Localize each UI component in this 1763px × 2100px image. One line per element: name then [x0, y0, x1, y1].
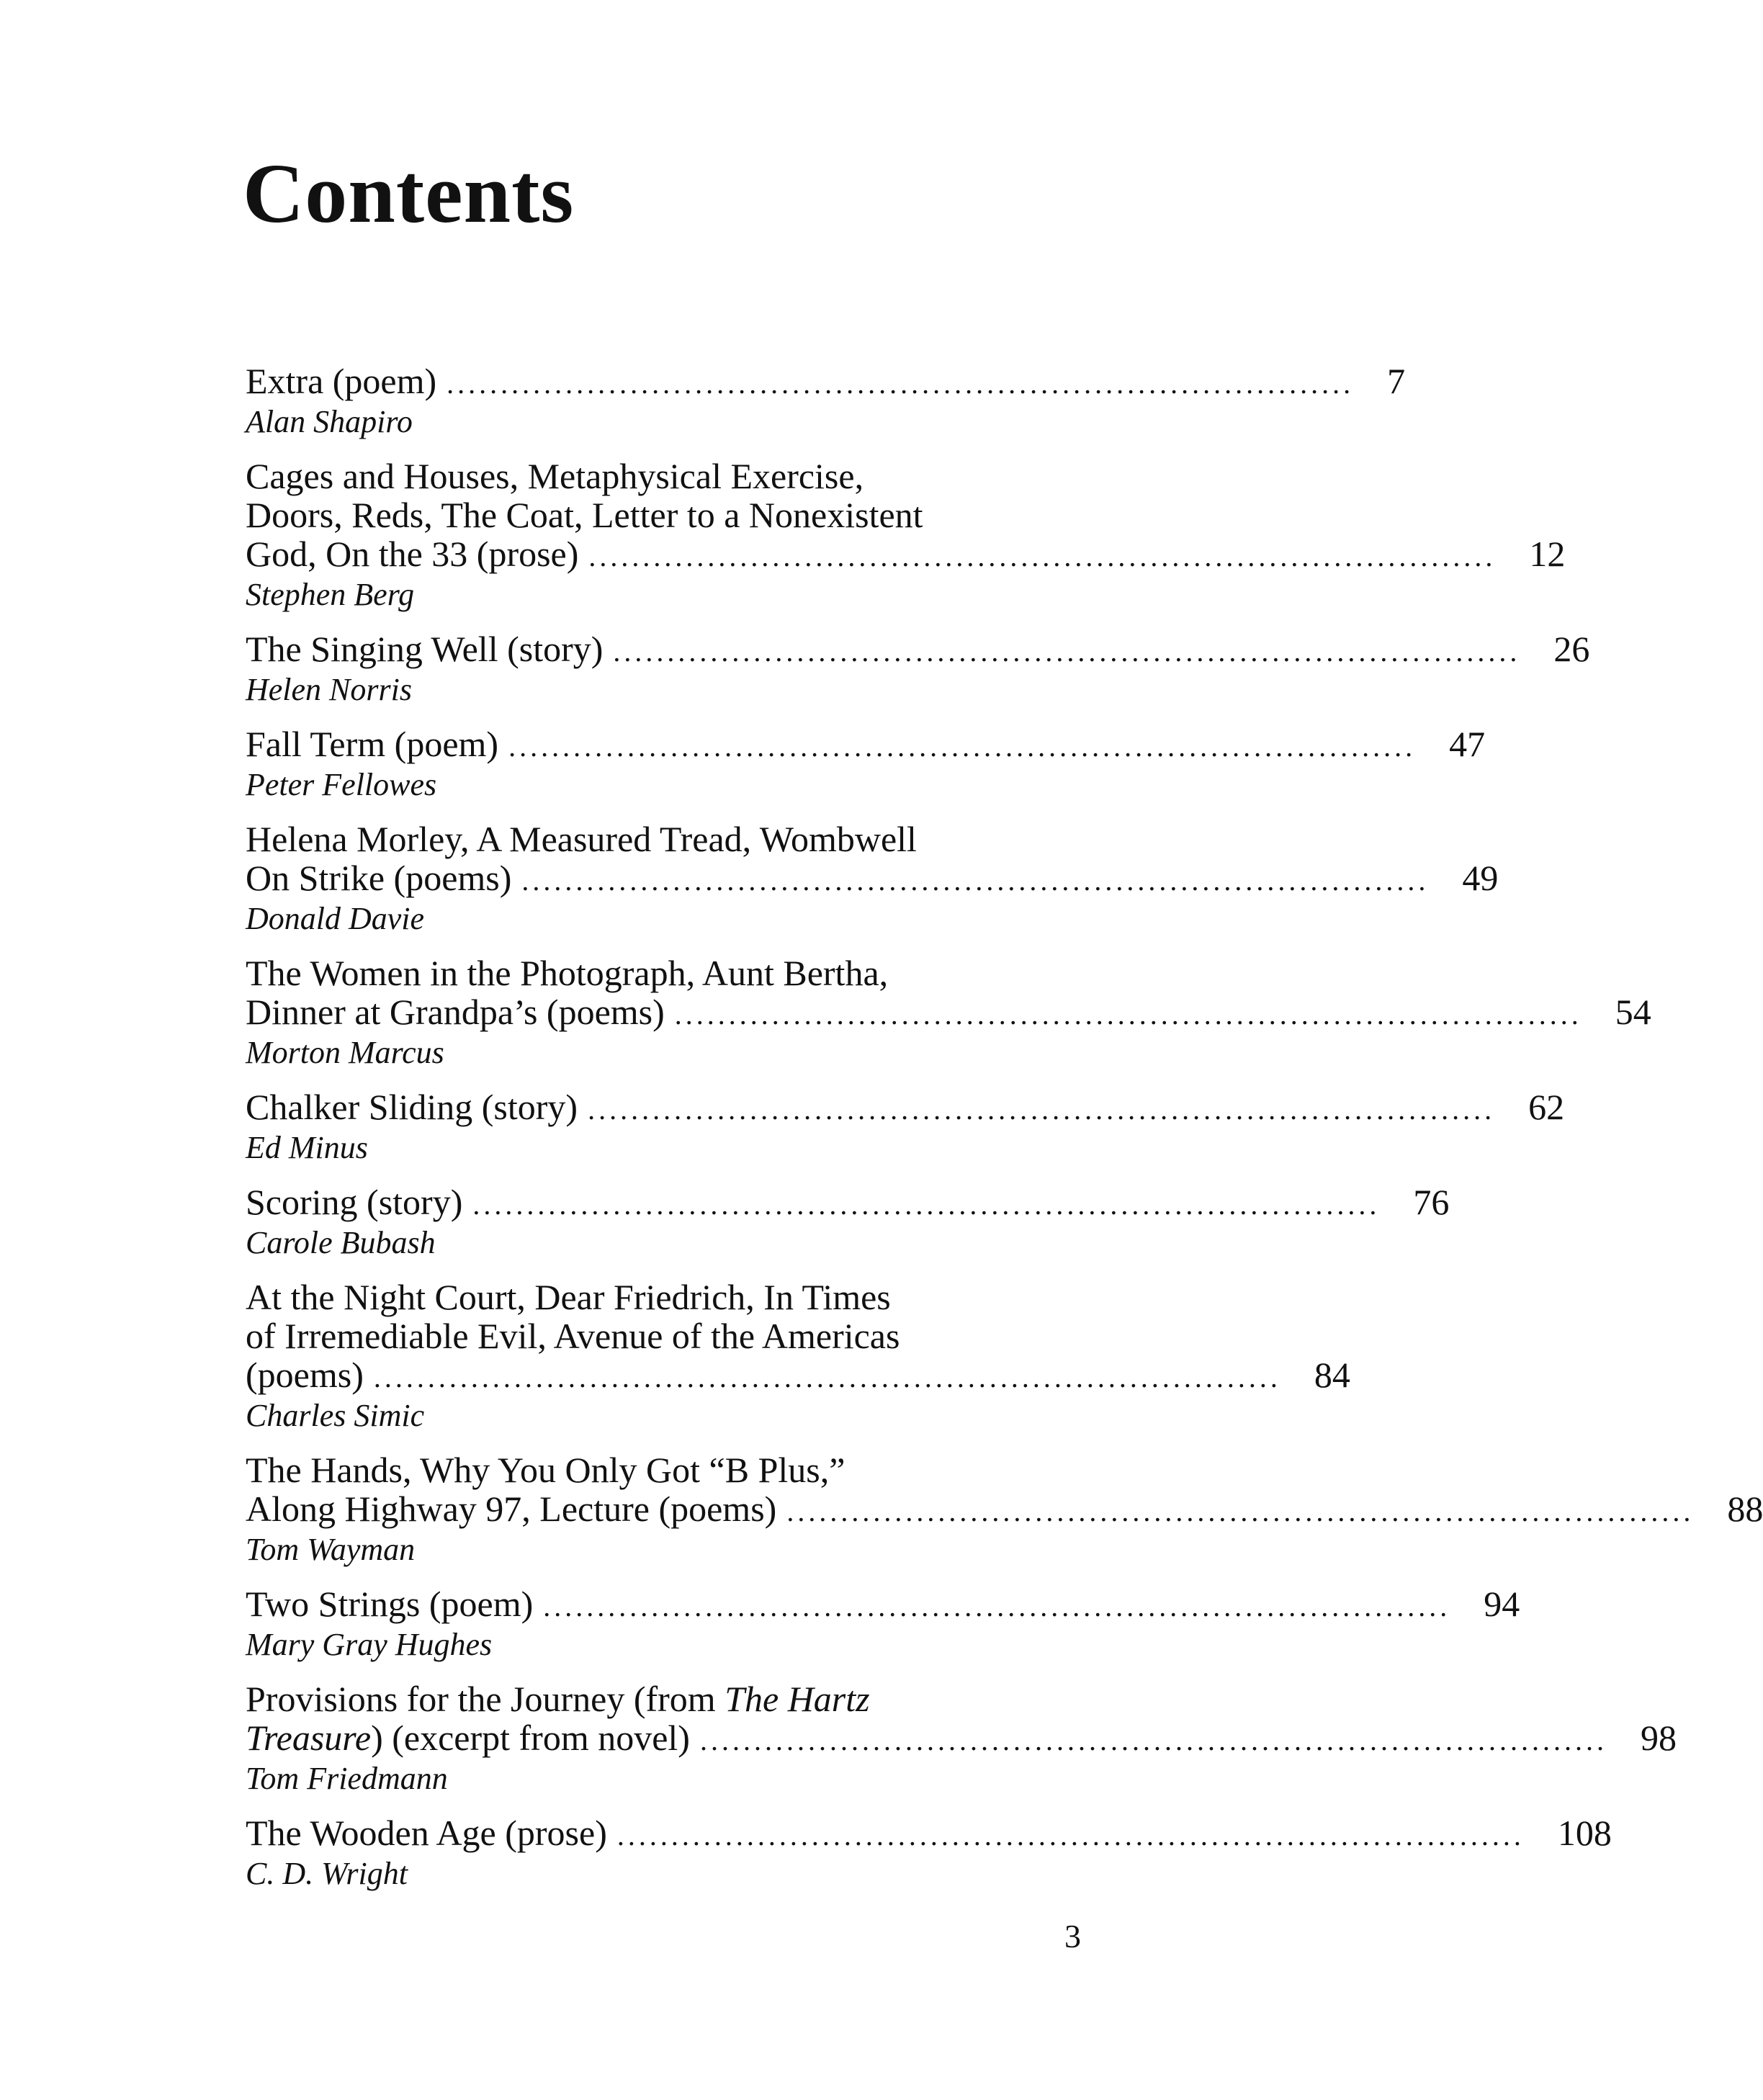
entry-title: The Wooden Age (prose): [246, 1813, 607, 1853]
entry-title-line: Helena Morley, A Measured Tread, Wombwell: [246, 819, 917, 859]
entry-author: Morton Marcus: [246, 1035, 444, 1070]
dot-leader: ....................................................................................: [447, 367, 1355, 400]
entry-title-line: Cages and Houses, Metaphysical Exercise,: [246, 456, 864, 496]
dot-leader: ....................................................................................: [543, 1590, 1451, 1623]
table-of-contents: [246, 361, 1763, 1908]
entry-title-row: [246, 1584, 1520, 1626]
dot-leader: ....................................................................................: [521, 864, 1430, 897]
dot-leader: ....................................................................................: [588, 540, 1497, 573]
entry-page-number: 26: [1553, 629, 1590, 669]
entry-page-number: 84: [1314, 1355, 1350, 1395]
dot-leader: ....................................................................................: [508, 730, 1417, 763]
toc-entry: [246, 1679, 1677, 1798]
entry-page-number: 47: [1449, 724, 1486, 764]
entry-title: Extra (poem): [246, 361, 437, 401]
toc-entry: [246, 819, 1499, 938]
entry-title-row: [246, 1813, 1612, 1855]
toc-entry: [246, 456, 1566, 614]
entry-title-italic-part: Treasure: [246, 1718, 372, 1758]
entry-title-italic-part: The Hartz: [725, 1679, 870, 1719]
entry-author: Helen Norris: [246, 672, 412, 707]
dot-leader: ....................................................................................: [613, 635, 1521, 668]
entry-title-row: [246, 1355, 1350, 1397]
entry-author: Ed Minus: [246, 1130, 368, 1165]
entry-title: Along Highway 97, Lecture (poems): [246, 1489, 777, 1529]
entry-author: Alan Shapiro: [246, 404, 413, 439]
entry-page-number: 7: [1387, 361, 1406, 401]
entry-title-row: [246, 1182, 1450, 1224]
entry-title-row: [246, 992, 1651, 1034]
entry-page-number: 54: [1615, 992, 1651, 1032]
entry-title: On Strike (poems): [246, 858, 512, 898]
entry-title: Fall Term (poem): [246, 724, 499, 764]
entry-title-row: [246, 629, 1590, 671]
entry-title-row: [246, 534, 1566, 576]
toc-entry: [246, 1182, 1450, 1262]
entry-title: (poems): [246, 1355, 364, 1395]
entry-title-row: [246, 858, 1499, 900]
entry-page-number: 62: [1528, 1087, 1565, 1127]
entry-page-number: 108: [1557, 1813, 1612, 1853]
entry-title-part: ) (excerpt from novel): [371, 1718, 690, 1758]
toc-entry: [246, 1450, 1763, 1569]
entry-title: [246, 1718, 690, 1757]
entry-title-row: [246, 1718, 1677, 1760]
dot-leader: ....................................................................................: [373, 1361, 1281, 1394]
dot-leader: ....................................................................................: [699, 1724, 1607, 1756]
dot-leader: ....................................................................................: [674, 998, 1582, 1031]
toc-entry: [246, 724, 1486, 804]
entry-title-line: The Hands, Why You Only Got “B Plus,”: [246, 1450, 845, 1490]
entry-title-row: [246, 361, 1406, 403]
entry-title-row: [246, 724, 1486, 766]
entry-title-part: Provisions for the Journey (from: [246, 1679, 725, 1719]
entry-page-number: 49: [1462, 858, 1499, 898]
toc-entry: [246, 629, 1590, 709]
entry-title: Scoring (story): [246, 1182, 463, 1222]
page-number: 3: [1064, 1918, 1081, 1955]
entry-title: Chalker Sliding (story): [246, 1087, 578, 1127]
entry-page-number: 88: [1727, 1489, 1763, 1529]
entry-title-row: [246, 1489, 1763, 1531]
entry-author: Tom Wayman: [246, 1532, 416, 1567]
dot-leader: ....................................................................................: [472, 1188, 1381, 1221]
toc-entry: [246, 361, 1406, 441]
entry-author: Tom Friedmann: [246, 1761, 448, 1796]
entry-title-line: [246, 1679, 1095, 1718]
entry-author: Donald Davie: [246, 901, 425, 936]
entry-author: Peter Fellowes: [246, 767, 437, 802]
entry-author: C. D. Wright: [246, 1856, 408, 1891]
entry-page-number: 12: [1529, 534, 1566, 574]
entry-title-line: At the Night Court, Dear Friedrich, In Times: [246, 1277, 891, 1317]
entry-title: God, On the 33 (prose): [246, 534, 579, 574]
entry-author: Mary Gray Hughes: [246, 1627, 493, 1662]
toc-entry: [246, 953, 1651, 1072]
entry-title: The Singing Well (story): [246, 629, 604, 669]
entry-title: Dinner at Grandpa’s (poems): [246, 992, 665, 1032]
page-title: Contents: [243, 146, 575, 241]
entry-author: Stephen Berg: [246, 577, 415, 612]
toc-entry: [246, 1813, 1612, 1893]
dot-leader: ....................................................................................: [588, 1093, 1496, 1126]
dot-leader: ....................................................................................: [616, 1819, 1525, 1852]
entry-page-number: 76: [1413, 1182, 1450, 1222]
toc-entry: [246, 1584, 1520, 1664]
entry-title-line: of Irremediable Evil, Avenue of the Americas: [246, 1316, 900, 1356]
entry-title-line: Doors, Reds, The Coat, Letter to a Nonexistent: [246, 495, 923, 535]
entry-title-line: The Women in the Photograph, Aunt Bertha,: [246, 953, 889, 993]
entry-author: Charles Simic: [246, 1398, 425, 1433]
dot-leader: ....................................................................................: [786, 1495, 1695, 1527]
entry-title: Two Strings (poem): [246, 1584, 534, 1624]
entry-title-row: [246, 1087, 1565, 1129]
entry-page-number: 98: [1640, 1718, 1677, 1758]
toc-entry: [246, 1277, 1350, 1435]
entry-author: Carole Bubash: [246, 1225, 436, 1260]
entry-page-number: 94: [1484, 1584, 1520, 1624]
toc-entry: [246, 1087, 1565, 1167]
